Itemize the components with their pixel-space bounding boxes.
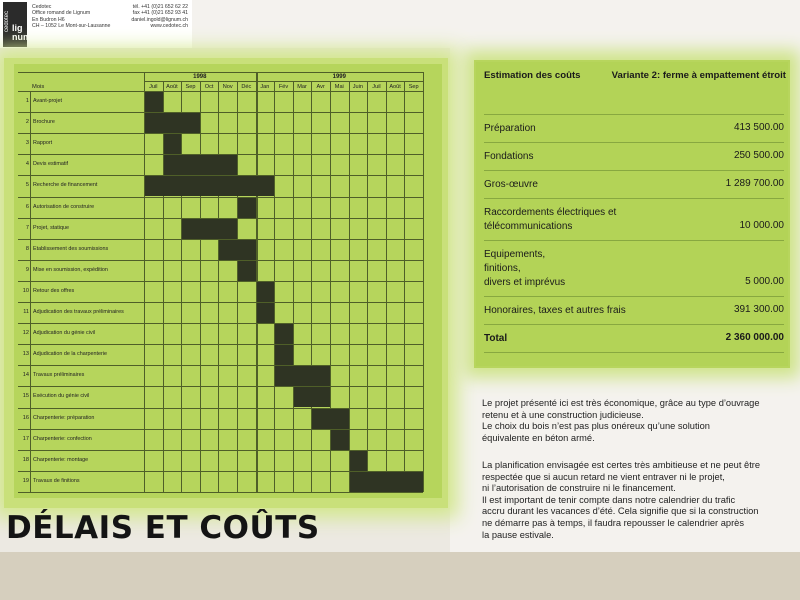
gantt-chart	[18, 72, 423, 492]
gantt-task-number: 9	[25, 266, 29, 273]
paragraph-line: ne démarre pas à temps, il faudra repousser le calendrier après	[482, 517, 744, 528]
gantt-month-label: Août	[166, 84, 178, 90]
gantt-bar	[219, 240, 255, 260]
gantt-col-line	[200, 81, 201, 492]
gantt-task-number: 19	[22, 477, 29, 484]
cost-label: Equipements, finitions, divers et imprévus	[484, 249, 566, 288]
gantt-row-line	[18, 492, 423, 493]
gantt-label-divider	[30, 91, 31, 492]
gantt-col-line	[367, 81, 368, 492]
cost-value: 250 500.00	[733, 150, 784, 161]
paragraph-line: la pause estivale.	[482, 529, 554, 540]
bottom-band	[0, 552, 800, 600]
gantt-col-line	[349, 81, 350, 492]
gantt-task-number: 17	[22, 435, 29, 442]
org-line: Office romand de Lignum	[32, 10, 91, 17]
gantt-bar	[145, 113, 200, 133]
gantt-task-label: Exécution du génie civil	[33, 393, 90, 400]
paragraph-line: accru durant les vacances d’été. Cela signifie que si la construction	[482, 506, 759, 517]
gantt-task-number: 2	[25, 119, 29, 126]
cost-value: 413 500.00	[733, 122, 784, 133]
gantt-task-number: 16	[22, 414, 29, 421]
gantt-task-label: Retour des offres	[33, 287, 75, 294]
gantt-bar	[257, 282, 275, 302]
gantt-month-label: Nov	[222, 84, 233, 90]
gantt-bar	[275, 345, 293, 365]
paragraph-economy	[482, 398, 782, 444]
gantt-task-number: 8	[25, 245, 29, 252]
gantt-task-label: Recherche de financement	[33, 182, 98, 189]
gantt-bar	[257, 303, 275, 323]
gantt-month-label: Avr	[316, 84, 325, 90]
cost-label: Fondations	[484, 151, 534, 162]
contact-line: tél. +41 (0)21 652 62 22	[132, 4, 188, 10]
paragraph-line: Le choix du bois n’est pas plus onéreux qu’une solution	[482, 421, 710, 432]
gantt-col-line	[293, 81, 294, 492]
gantt-year-label: 1999	[332, 74, 346, 80]
gantt-col-line	[311, 81, 312, 492]
gantt-task-number: 12	[22, 330, 29, 337]
cost-row	[484, 142, 784, 170]
cost-row	[484, 114, 784, 142]
org-line: Cedotec	[32, 4, 52, 10]
gantt-task-label: Devis estimatif	[33, 161, 69, 168]
paragraph-line: Il est important de tenir compte dans notre calendrier du trafic	[482, 494, 736, 505]
gantt-bar	[164, 155, 237, 175]
gantt-col-line	[404, 81, 405, 492]
gantt-month-label: Mai	[334, 84, 344, 90]
cost-row	[484, 296, 784, 324]
cost-heading: Estimation des coûts	[484, 70, 581, 81]
gantt-col-line	[237, 81, 238, 492]
gantt-col-line	[423, 72, 424, 492]
org-line: En Budron H6	[32, 16, 65, 23]
gantt-task-number: 18	[22, 456, 29, 463]
cost-label: Raccordements électriques et télécommunications	[484, 207, 617, 232]
gantt-month-label: Mar	[297, 84, 307, 90]
paragraph-planning	[482, 460, 782, 541]
gantt-task-label: Charpenterie: montage	[33, 456, 89, 463]
paragraph-line: Le projet présenté ici est très économique, grâce au type d’ouvrage	[482, 398, 760, 408]
gantt-month-label: Juil	[372, 84, 381, 90]
logo-vertical-text: cedotec	[4, 10, 10, 32]
gantt-col-line	[218, 81, 219, 492]
gantt-col-line	[181, 81, 182, 492]
gantt-month-label: Juil	[149, 84, 158, 90]
gantt-bar	[350, 472, 423, 492]
paragraph-line: ni l’autorisation de construire ni le financement.	[482, 483, 676, 494]
gantt-task-number: 4	[25, 161, 29, 168]
gantt-month-label: Déc	[241, 84, 252, 90]
gantt-bar	[294, 387, 330, 407]
paragraph-line: équivalente en béton armé.	[482, 432, 595, 443]
gantt-task-label: Mise en soumission, expédition	[33, 266, 108, 273]
paragraph-line: retenu et à une construction judicieuse.	[482, 409, 644, 420]
gantt-task-number: 5	[25, 182, 29, 189]
gantt-year-label: 1998	[193, 74, 207, 80]
gantt-bar	[275, 366, 330, 386]
gantt-bar	[331, 430, 349, 450]
gantt-task-number: 6	[25, 203, 29, 210]
gantt-task-label: Brochure	[33, 119, 55, 126]
gantt-task-label: Travaux préliminaires	[33, 372, 85, 379]
gantt-month-label: Sep	[185, 84, 196, 90]
cost-row	[484, 240, 784, 296]
cost-value: 2 360 000.00	[725, 332, 784, 343]
cost-label: Gros-œuvre	[484, 179, 538, 190]
gantt-task-number: 10	[22, 287, 29, 294]
gantt-task-label: Projet, statique	[33, 224, 69, 231]
cost-value: 5 000.00	[745, 276, 784, 287]
cost-value: 391 300.00	[733, 304, 784, 315]
gantt-bar	[238, 198, 256, 218]
gantt-bar	[164, 134, 182, 154]
logo-mark-text: lig num	[12, 23, 31, 42]
gantt-col-line	[144, 72, 145, 492]
gantt-task-label: Charpenterie: préparation	[33, 414, 95, 421]
gantt-month-label: Juin	[352, 84, 364, 90]
cost-variant: Variante 2: ferme à empattement étroit	[611, 70, 786, 81]
cost-label: Honoraires, taxes et autres frais	[484, 305, 626, 316]
gantt-row-header: Mois	[32, 84, 45, 90]
gantt-bar	[350, 451, 368, 471]
paragraph-line: respectée que si aucun retard ne vient entraver ni le projet,	[482, 471, 725, 482]
cost-value: 1 289 700.00	[725, 178, 784, 189]
gantt-bar	[145, 176, 274, 196]
gantt-col-line	[386, 81, 387, 492]
gantt-task-label: Etablissement des soumissions	[33, 245, 109, 252]
cost-label: Total	[484, 333, 508, 344]
gantt-task-number: 15	[22, 393, 29, 400]
gantt-month-label: Jan	[260, 84, 270, 90]
gantt-task-label: Charpenterie: confection	[33, 435, 92, 442]
gantt-task-label: Adjudication de la charpenterie	[33, 351, 108, 358]
cost-bottom-rule	[484, 352, 784, 353]
gantt-col-line	[274, 81, 275, 492]
cost-row	[484, 170, 784, 198]
org-address	[32, 4, 110, 29]
cost-label: Préparation	[484, 123, 536, 134]
org-line: CH – 1052 Le Mont-sur-Lausanne	[32, 22, 111, 29]
gantt-task-label: Autorisation de construire	[33, 203, 95, 210]
paragraph-line: La planification envisagée est certes très ambitieuse et ne peut être	[482, 460, 761, 470]
gantt-bar	[312, 409, 348, 429]
contact-line: fax +41 (0)21 652 93 41	[132, 10, 188, 17]
gantt-task-label: Adjudication des travaux préliminaires	[33, 309, 124, 315]
gantt-task-label: Adjudication du génie civil	[33, 330, 96, 337]
gantt-task-number: 14	[22, 372, 29, 379]
gantt-bar	[275, 324, 293, 344]
gantt-task-label: Rapport	[33, 140, 53, 147]
gantt-month-label: Août	[389, 84, 401, 90]
cost-row	[484, 198, 784, 240]
cost-row-total	[484, 324, 784, 352]
gantt-task-number: 13	[22, 351, 29, 358]
gantt-bar	[238, 261, 256, 281]
gantt-month-label: Sep	[408, 84, 419, 90]
gantt-task-label: Travaux de finitions	[33, 477, 80, 484]
contact-line: www.cedotec.ch	[150, 22, 188, 29]
gantt-task-number: 3	[25, 140, 29, 147]
gantt-task-label: Avant-projet	[33, 98, 62, 104]
gantt-task-number: 7	[25, 224, 29, 231]
gantt-bar	[182, 219, 237, 239]
cost-value: 10 000.00	[739, 220, 784, 231]
gantt-task-number: 1	[25, 98, 29, 104]
gantt-task-number: 11	[23, 309, 29, 315]
gantt-month-label: Oct	[204, 84, 214, 90]
org-contact	[131, 4, 188, 29]
page-title: DÉLAIS ET COÛTS	[6, 510, 320, 546]
cedotec-logo	[3, 2, 31, 47]
gantt-bar	[145, 92, 163, 112]
contact-line: daniel.ingold@lignum.ch	[131, 16, 188, 23]
gantt-month-label: Fév	[278, 84, 289, 90]
